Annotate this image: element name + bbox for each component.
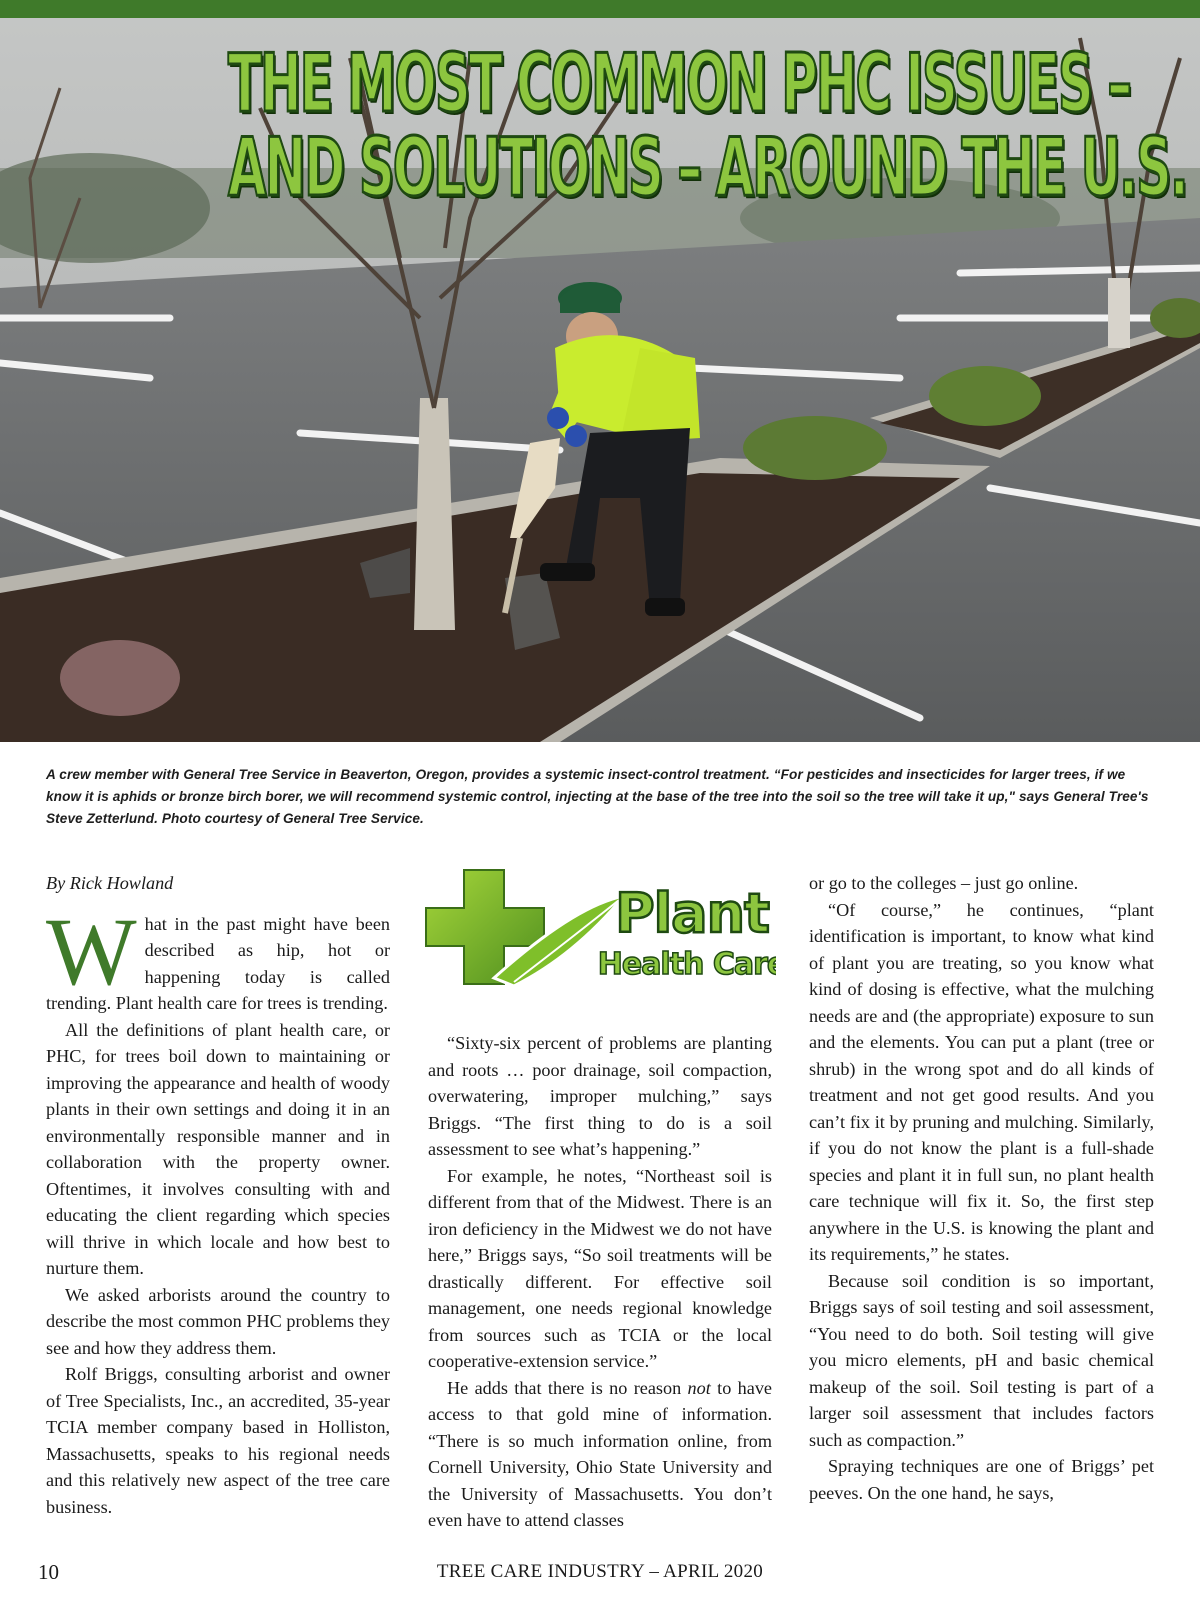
headline xyxy=(0,37,1200,214)
text-run: He adds that there is no reason xyxy=(447,1377,688,1398)
article-column-3 xyxy=(809,870,1154,1506)
logo-word-2: Health Care xyxy=(597,947,776,982)
lead-text: hat in the past might have been described as hip, hot or happening today is called trending. Plant health care for trees is trending. xyxy=(46,913,390,1013)
logo-word-1: Plant xyxy=(615,882,769,945)
paragraph: Because soil condition is so important, Briggs says of soil testing and soil assessment, “You need to do both. Soil testing will give you micro elements, pH and basic chemical makeup of the soil. Soil testing is part of a larger soil assessment that includes factors such as compaction.” xyxy=(809,1270,1154,1450)
paragraph xyxy=(428,1375,772,1534)
text-run: to have access to that gold mine of information. “There is so much information online, from Cornell University, Ohio State University and the University of Massachusetts. You don’t even have to attend classes xyxy=(428,1377,772,1530)
headline-line-2: AND SOLUTIONS – AROUND THE U.S. xyxy=(228,121,1187,214)
top-accent-bar xyxy=(0,0,1200,18)
paragraph: We asked arborists around the country to describe the most common PHC problems they see and how they address them. xyxy=(46,1284,390,1358)
paragraph: For example, he notes, “Northeast soil is different from that of the Midwest. There is an iron deficiency in the Midwest we do not have here,” Briggs says, “So soil treatments will be drastically different. For effective soil management, one needs regional knowledge from sources such as TCIA or the local cooperative-extension service.” xyxy=(428,1165,772,1371)
paragraph: Spraying techniques are one of Briggs’ pet peeves. On the one hand, he says, xyxy=(809,1456,1154,1503)
plant-health-care-logo xyxy=(424,866,776,1004)
article-column-2 xyxy=(428,1030,772,1534)
hero-photo xyxy=(0,18,1200,742)
footer-publication: TREE CARE INDUSTRY – APRIL 2020 xyxy=(436,1561,764,1582)
drop-cap: W xyxy=(46,897,137,1005)
emphasis: not xyxy=(687,1377,711,1398)
green-cross-leaf-icon xyxy=(424,866,776,1004)
paragraph: All the definitions of plant health care, or PHC, for trees boil down to maintaining or improving the appearance and health of woody plants in their own settings and doing it in an environmentally responsible manner and in collaboration with the property owner. Oftentimes, it involves consulting with and educating the client regarding which species will thrive in which locale and how best to nurture them. xyxy=(46,1019,390,1278)
article-column-1 xyxy=(46,870,390,1520)
byline: By Rick Howland xyxy=(46,873,174,893)
photo-caption: A crew member with General Tree Service in Beaverton, Oregon, provides a systemic insect-control treatment. “For pesticides and insecticides for larger trees, if we know it is aphids or bronze birch borer, we will recommend systemic control, injecting at the base of the tree into the soil so the tree will take it up," says General Tree's Steve Zetterlund. Photo courtesy of General Tree Service. xyxy=(46,767,1149,826)
paragraph-continued: or go to the colleges – just go online. xyxy=(809,873,1079,893)
paragraph: “Sixty-six percent of problems are planting and roots … poor drainage, soil compaction, overwatering, improper mulching,” says Briggs. “The first thing to do is a soil assessment to see what’s happening.” xyxy=(428,1033,772,1159)
lead-paragraph xyxy=(46,897,390,1017)
paragraph: “Of course,” he continues, “plant identification is important, to know what kind of plant you are treating, so you know what kind of dosing is effective, what the mulching needs are and (the appropriate) exposure to sun and the elements. You can put a plant (tree or shrub) in the wrong spot and do all kinds of treatment and not get good results. And you can’t fix it by pruning and mulching. Similarly, if you do not know the plant is a full-shade species and plant it in full sun, no plant health care technique will fix it. So, the first step anywhere in the U.S. is knowing the plant and its requirements,” he states. xyxy=(809,899,1154,1264)
paragraph: Rolf Briggs, consulting arborist and owner of Tree Specialists, Inc., an accredited, 35-year TCIA member company based in Holliston, Massachusetts, speaks to his regional needs and this relatively new aspect of the tree care business. xyxy=(46,1364,390,1517)
page-number: 10 xyxy=(38,1560,59,1584)
headline-line-1: THE MOST COMMON PHC ISSUES – xyxy=(228,37,1131,130)
